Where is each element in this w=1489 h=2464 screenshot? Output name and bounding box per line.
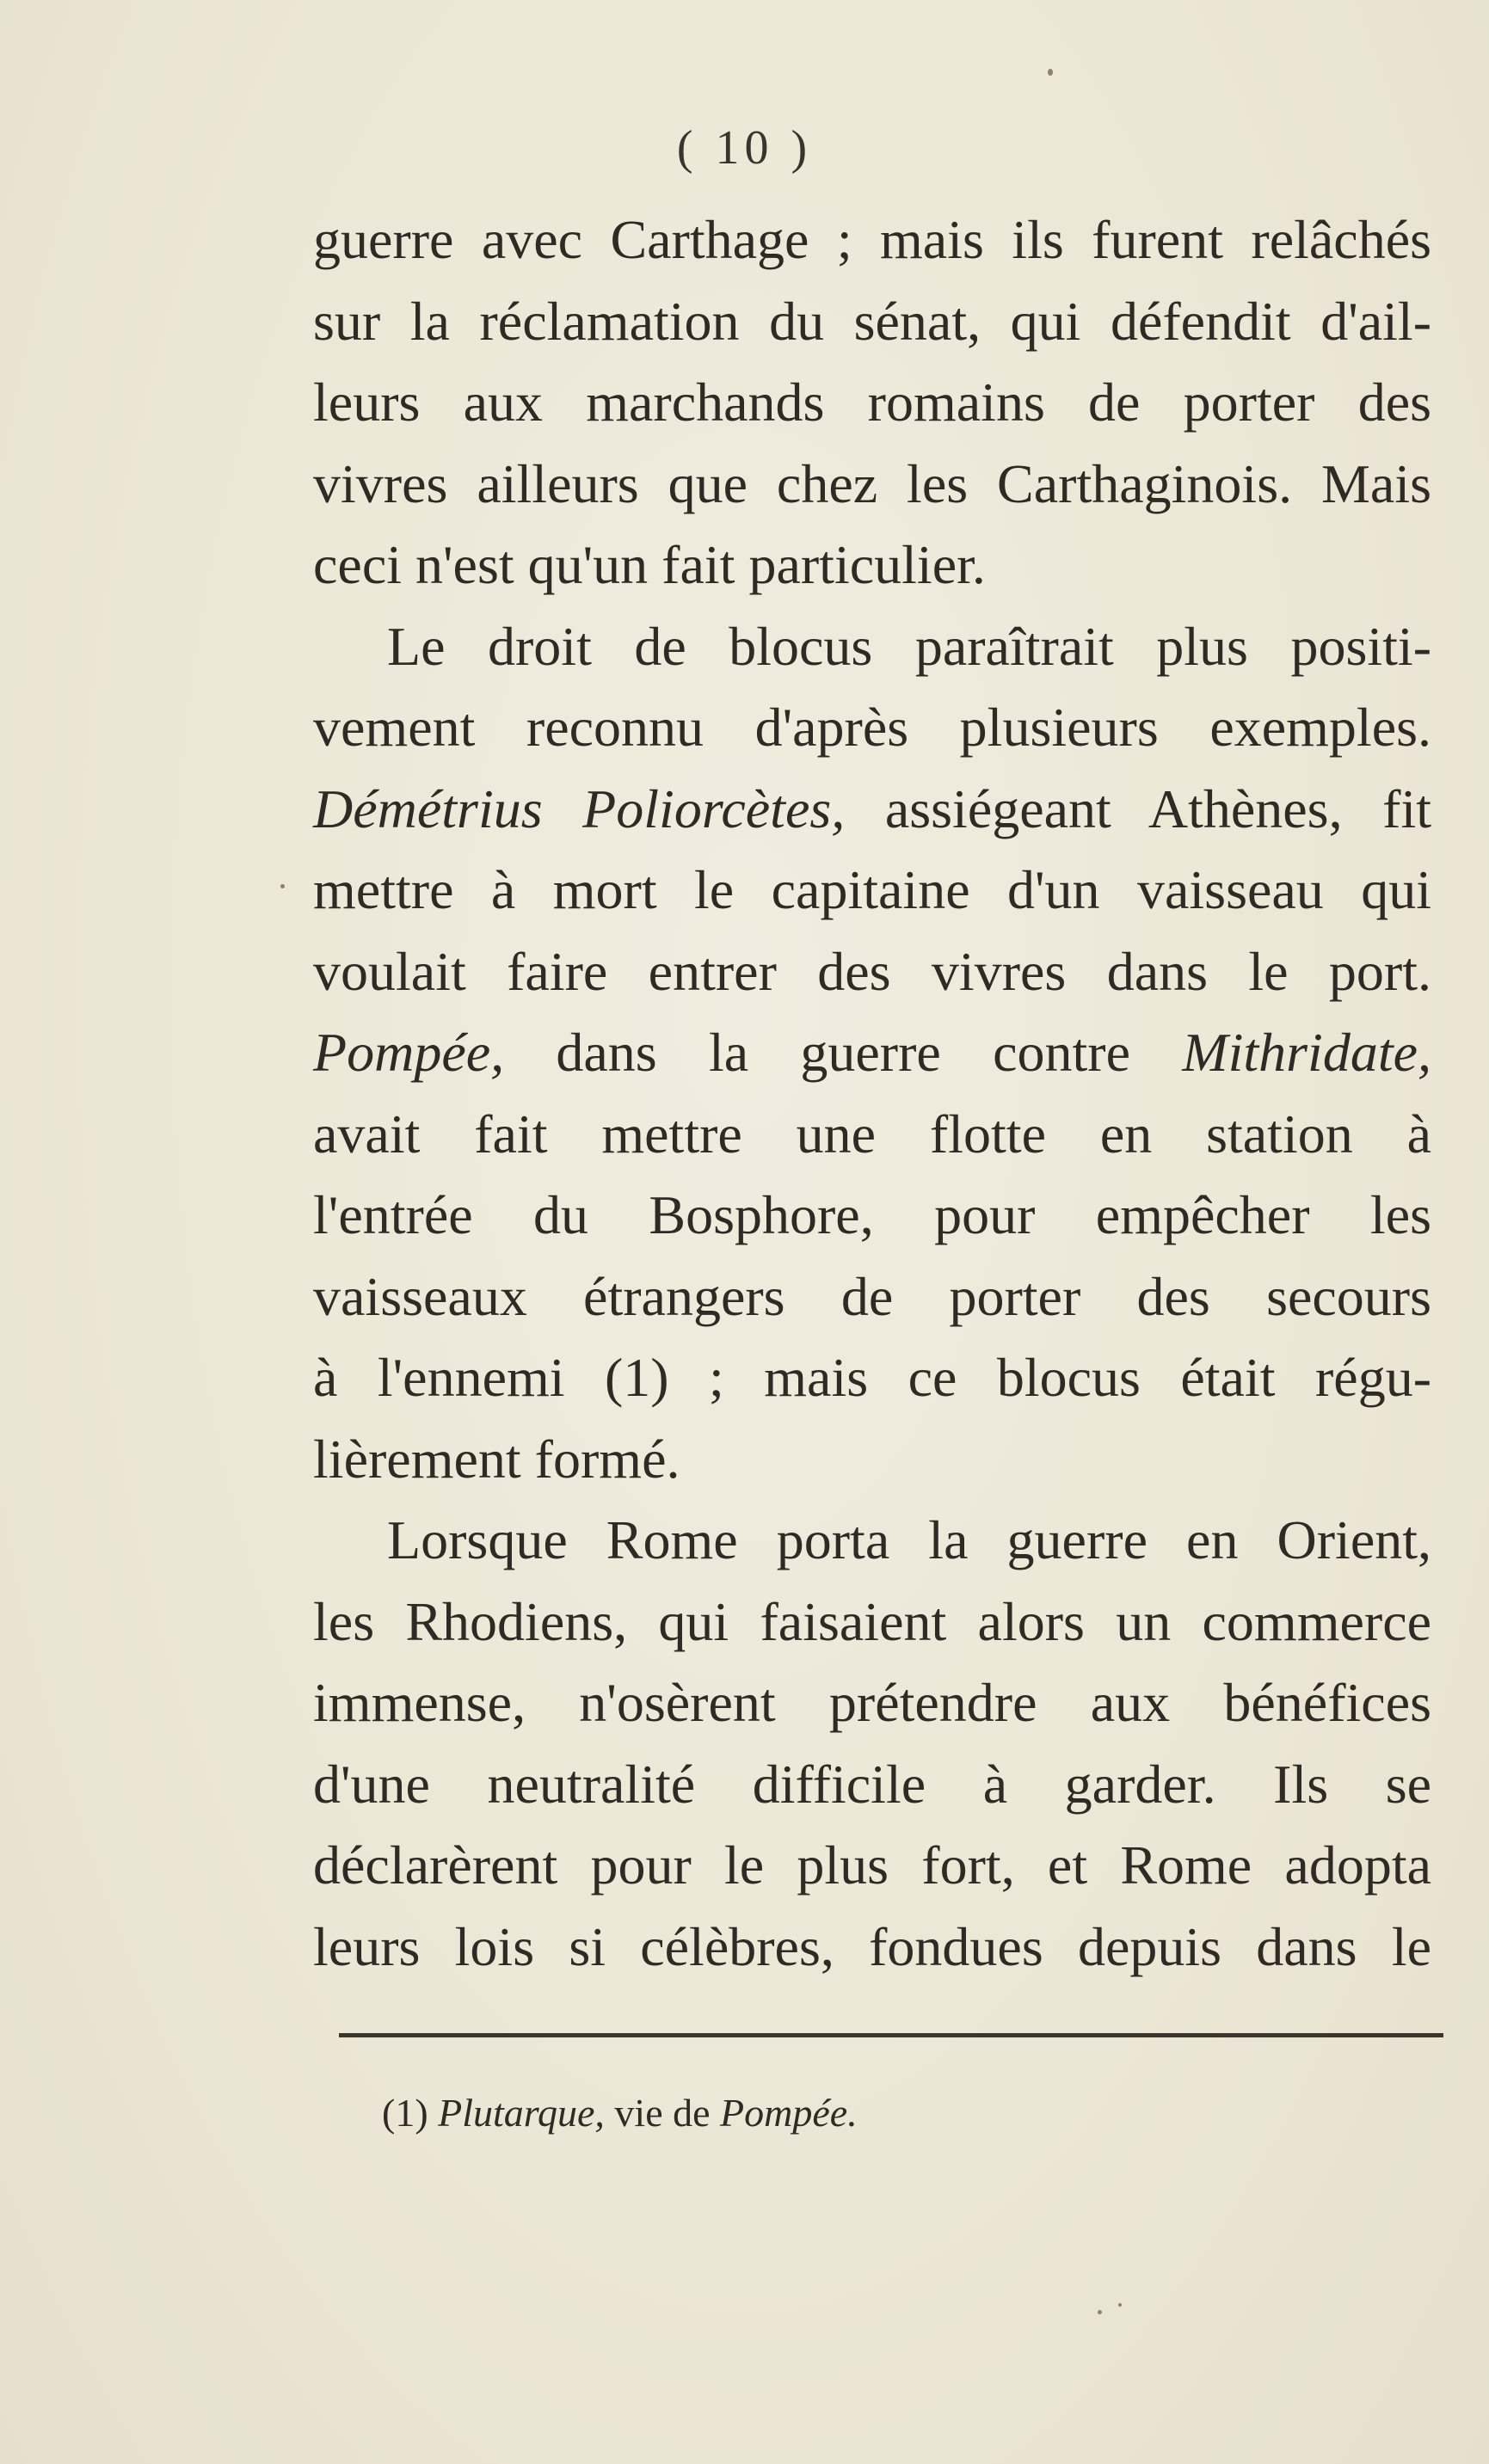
text-line: vaisseaux étrangers de porter des secours <box>313 1265 1431 1327</box>
text-line: leurs aux marchands romains de porter des <box>313 372 1431 433</box>
text-line: ceci n'est qu'un fait particulier. <box>313 534 986 595</box>
paper-speck <box>1098 2310 1102 2314</box>
text-line: lièrement formé. <box>313 1428 680 1490</box>
text-line: mettre à mort le capitaine d'un vaisseau qui <box>313 859 1431 920</box>
paper-speck <box>1048 69 1053 76</box>
italic-name: Mithridate, <box>1182 1022 1431 1083</box>
footnote <box>382 2090 858 2135</box>
italic-name: Pompée, <box>313 1022 505 1083</box>
footnote-marker: (1) <box>382 2091 439 2135</box>
footnote-rule <box>339 2033 1443 2037</box>
paragraph-start-line: Lorsque Rome porta la guerre en Orient, <box>387 1509 1431 1570</box>
italic-name: Démétrius Poliorcètes, <box>313 777 846 839</box>
text-line: voulait faire entrer des vivres dans le port. <box>313 940 1431 1002</box>
footnote-text: vie de <box>604 2091 721 2135</box>
paragraph-start-line: Le droit de blocus paraîtrait plus positi- <box>387 615 1431 677</box>
text-line: Pompée, dans la guerre contre Mithridate, <box>313 1022 1431 1083</box>
text-line: immense, n'osèrent prétendre aux bénéfices <box>313 1672 1431 1733</box>
text-line: sur la réclamation du sénat, qui défendit d'ail- <box>313 290 1431 352</box>
footnote-subject: Pompée. <box>720 2091 858 2135</box>
text-line: déclarèrent pour le plus fort, et Rome adopta <box>313 1834 1431 1896</box>
text-line: avait fait mettre une flotte en station à <box>313 1103 1431 1164</box>
paper-speck <box>1118 2303 1122 2307</box>
text-line: leurs lois si célèbres, fondues depuis dans le <box>313 1915 1431 1977</box>
body-text <box>313 200 1431 1988</box>
footnote-author: Plutarque, <box>438 2091 605 2135</box>
text-line: d'une neutralité difficile à garder. Ils se <box>313 1753 1431 1815</box>
text-line: vement reconnu d'après plusieurs exemples. <box>313 697 1431 758</box>
text-line: les Rhodiens, qui faisaient alors un commerce <box>313 1590 1431 1652</box>
text-line: vivres ailleurs que chez les Carthaginois. Mais <box>313 452 1431 514</box>
page-number: ( 10 ) <box>676 121 813 175</box>
text-line: à l'ennemi (1) ; mais ce blocus était régu- <box>313 1347 1431 1408</box>
text-line: guerre avec Carthage ; mais ils furent relâchés <box>313 209 1431 270</box>
text-line: l'entrée du Bosphore, pour empêcher les <box>313 1184 1431 1245</box>
text-line: Démétrius Poliorcètes, assiégeant Athènes, fit <box>313 777 1432 839</box>
paper-speck <box>280 884 285 888</box>
